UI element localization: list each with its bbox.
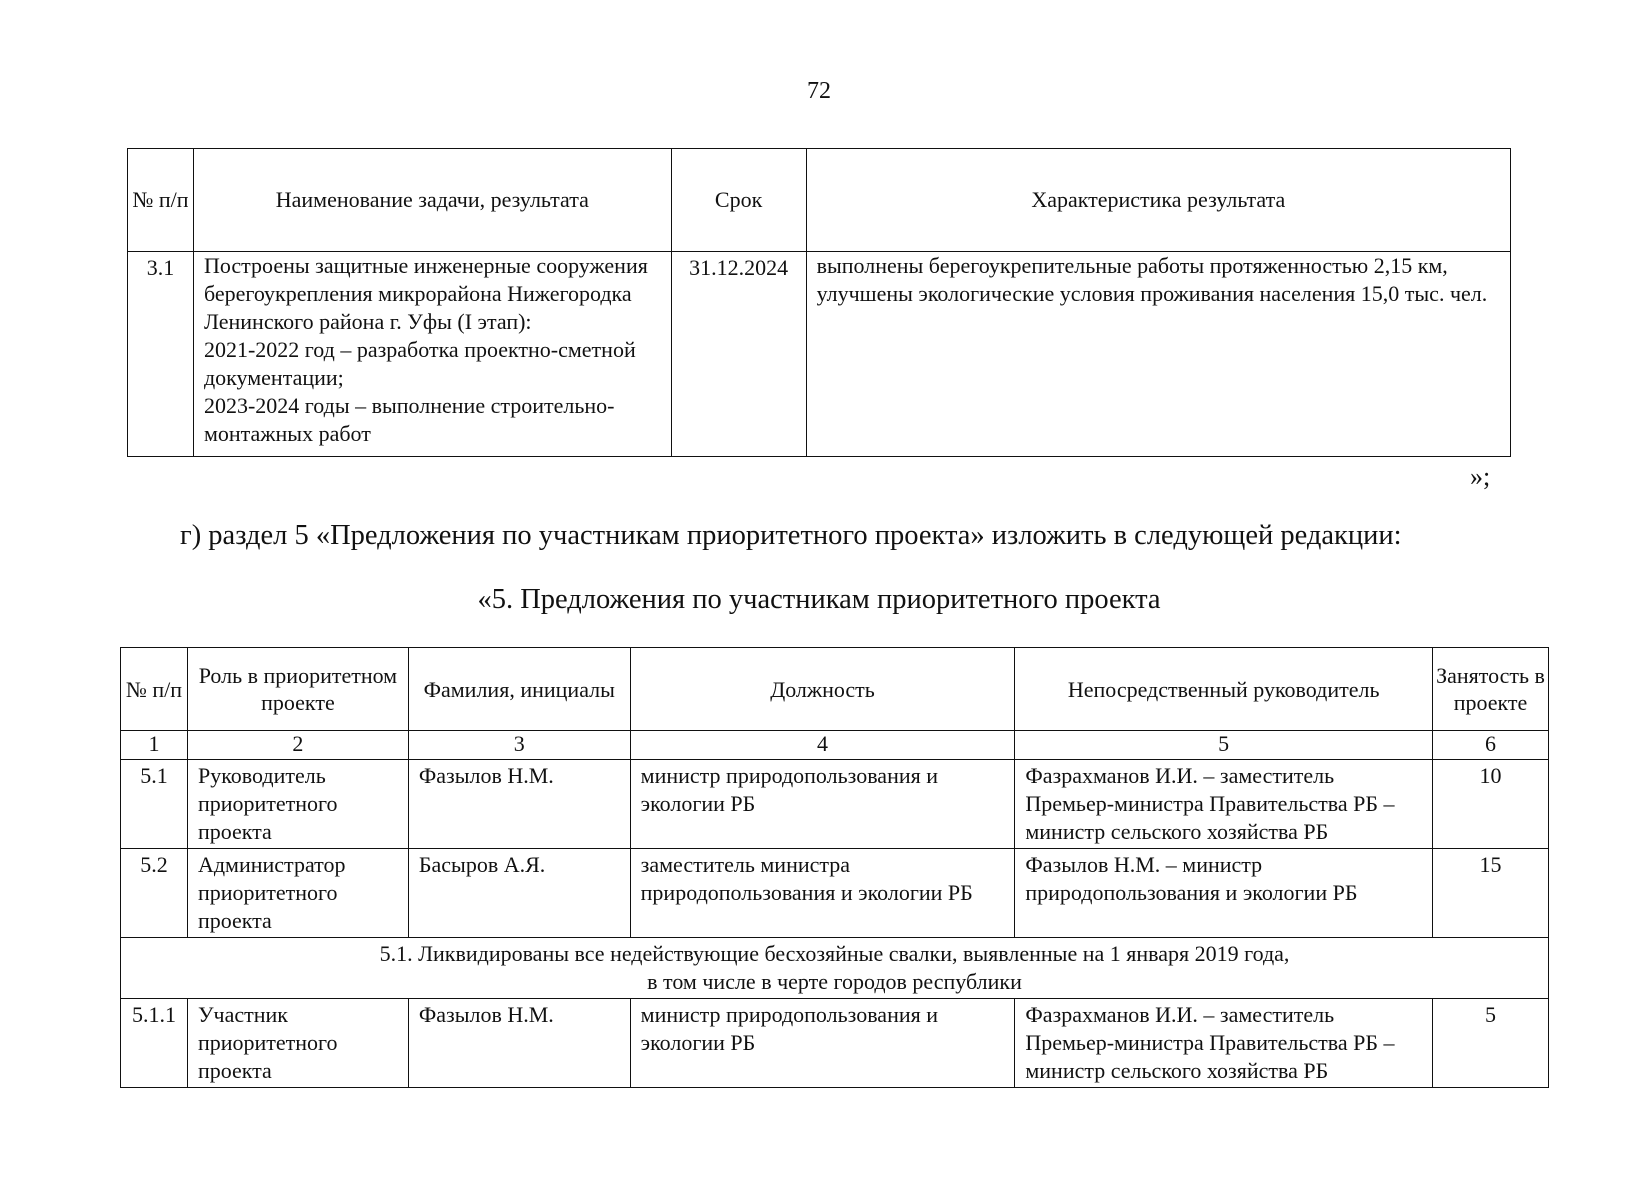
- row-employment: 10: [1433, 760, 1549, 849]
- row-name: Басыров А.Я.: [408, 849, 630, 938]
- header-position: Должность: [630, 648, 1015, 731]
- header-employment: Занятость в проекте: [1433, 648, 1549, 731]
- table-row: [121, 938, 1549, 999]
- row-deadline: 31.12.2024: [671, 252, 806, 457]
- task-line: берегоукрепления микрорайона Нижегородка: [203, 281, 632, 306]
- column-number: 6: [1433, 731, 1549, 760]
- row-supervisor: Фазрахманов И.И. – заместитель Премьер-министра Правительства РБ – министр сельского хозяйства РБ: [1015, 999, 1433, 1088]
- merged-section-row: [121, 938, 1549, 999]
- table-row: [121, 849, 1549, 938]
- row-name: Фазылов Н.М.: [408, 999, 630, 1088]
- table-row: [128, 252, 1511, 457]
- row-name: Фазылов Н.М.: [408, 760, 630, 849]
- header-deadline: Срок: [671, 149, 806, 252]
- row-position: министр природопользования и экологии РБ: [630, 999, 1015, 1088]
- row-role: Администратор приоритетного проекта: [187, 849, 408, 938]
- column-number: 5: [1015, 731, 1433, 760]
- page-number: 72: [807, 78, 831, 104]
- column-number: 4: [630, 731, 1015, 760]
- header-characteristic: Характеристика результата: [806, 149, 1510, 252]
- results-table: [127, 148, 1511, 457]
- row-employment: 5: [1433, 999, 1549, 1088]
- participants-table: [120, 647, 1549, 1088]
- task-line: 2023-2024 годы – выполнение строительно-: [203, 393, 615, 418]
- row-num: 5.2: [121, 849, 188, 938]
- row-num: 3.1: [128, 252, 194, 457]
- table-row: [121, 999, 1549, 1088]
- row-position: министр природопользования и экологии РБ: [630, 760, 1015, 849]
- row-characteristic: выполнены берегоукрепительные работы протяженностью 2,15 км, улучшены экологические условия проживания населения 15,0 тыс. чел.: [806, 252, 1510, 457]
- participants-table-header: [121, 648, 1549, 731]
- task-line: 2021-2022 год – разработка проектно-сметной: [203, 337, 636, 362]
- row-supervisor: Фазылов Н.М. – министр природопользования и экологии РБ: [1015, 849, 1433, 938]
- task-line: документации;: [203, 365, 344, 390]
- row-role: Руководитель приоритетного проекта: [187, 760, 408, 849]
- header-name: Фамилия, инициалы: [408, 648, 630, 731]
- table-row: [121, 760, 1549, 849]
- results-table-header: [128, 149, 1511, 252]
- header-supervisor: Непосредственный руководитель: [1015, 648, 1433, 731]
- column-numbers-row: [121, 731, 1549, 760]
- header-role: Роль в приоритетном проекте: [187, 648, 408, 731]
- amendment-text: г) раздел 5 «Предложения по участникам приоритетного проекта» изложить в следующей редакции:: [180, 520, 1402, 551]
- row-num: 5.1.1: [121, 999, 188, 1088]
- merged-line: в том числе в черте городов республики: [647, 969, 1022, 994]
- task-line: Построены защитные инженерные сооружения: [203, 253, 648, 278]
- merged-line: 5.1. Ликвидированы все недействующие бесхозяйные свалки, выявленные на 1 января 2019 года,: [379, 941, 1290, 966]
- row-num: 5.1: [121, 760, 188, 849]
- row-task: [193, 252, 671, 457]
- task-line: Ленинского района г. Уфы (I этап):: [203, 309, 532, 334]
- row-supervisor: Фазрахманов И.И. – заместитель Премьер-министра Правительства РБ – министр сельского хозяйства РБ: [1015, 760, 1433, 849]
- column-number: 1: [121, 731, 188, 760]
- row-employment: 15: [1433, 849, 1549, 938]
- column-number: 2: [187, 731, 408, 760]
- header-num: № п/п: [128, 149, 194, 252]
- section-title: «5. Предложения по участникам приоритетного проекта: [477, 584, 1161, 615]
- header-task: Наименование задачи, результата: [193, 149, 671, 252]
- column-number: 3: [408, 731, 630, 760]
- row-role: Участник приоритетного проекта: [187, 999, 408, 1088]
- closing-quote: »;: [1470, 462, 1491, 491]
- task-line: монтажных работ: [203, 421, 371, 446]
- header-num: № п/п: [121, 648, 188, 731]
- row-position: заместитель министра природопользования и экологии РБ: [630, 849, 1015, 938]
